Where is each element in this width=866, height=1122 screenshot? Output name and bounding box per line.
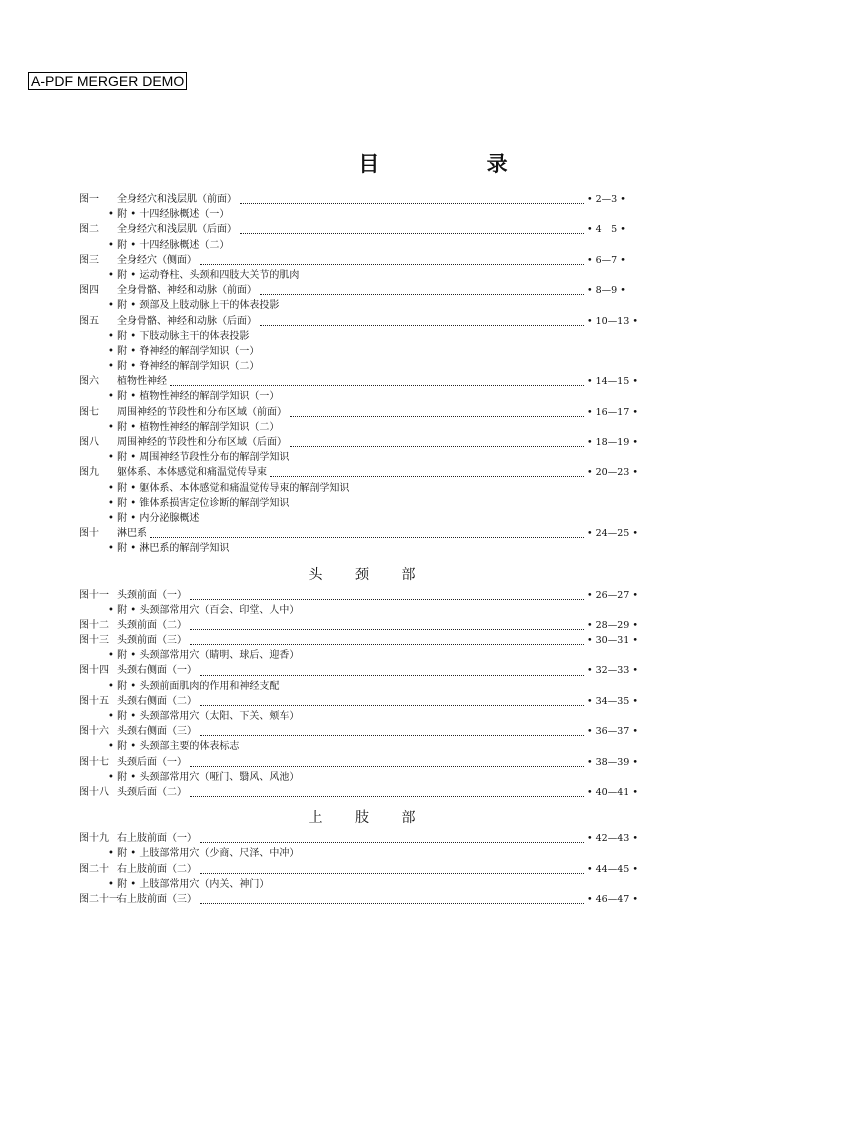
figure-title: 淋巴系 (117, 528, 147, 540)
figure-number: 图八 (79, 437, 99, 448)
figure-number: 图二十 (79, 863, 109, 875)
dot-leader (190, 591, 584, 600)
page-range: • 30—31 • (587, 635, 638, 647)
dot-leader (200, 697, 584, 706)
toc-entry[interactable] (79, 435, 645, 450)
toc-appendix-item: • 附 • 上肢部常用穴（内关、神门） (108, 878, 270, 890)
page-range: • 8—9 • (587, 285, 626, 297)
toc-entry[interactable] (79, 633, 645, 648)
toc-entry[interactable] (79, 526, 645, 541)
watermark-label: A-PDF MERGER DEMO (28, 72, 187, 90)
toc-appendix-item: • 附 • 颈部及上肢动脉上干的体表投影 (108, 300, 280, 312)
toc-entry[interactable] (79, 222, 645, 237)
toc-entry[interactable] (79, 724, 645, 739)
toc-appendix-item: • 附 • 周围神经节段性分布的解剖学知识 (108, 452, 290, 464)
page-range: • 28—29 • (587, 619, 638, 631)
page-range: • 6—7 • (587, 254, 626, 266)
figure-number: 图六 (79, 376, 99, 388)
figure-number: 图十 (79, 528, 99, 540)
table-of-contents (79, 192, 645, 907)
page-range: • 4 5 • (587, 224, 626, 236)
toc-entry[interactable] (79, 663, 645, 678)
toc-entry[interactable] (79, 785, 645, 800)
section-heading: 头 颈 部 (308, 566, 430, 583)
toc-entry[interactable] (79, 253, 645, 268)
figure-title: 头颈后面（二） (117, 786, 187, 798)
toc-appendix-item: • 附 • 锥体系损害定位诊断的解剖学知识 (108, 497, 290, 509)
page-range: • 40—41 • (587, 786, 638, 798)
page-title: 目 录 (358, 151, 558, 176)
toc-entry[interactable] (79, 618, 645, 633)
toc-appendix-item: • 附 • 上肢部常用穴（少商、尺泽、中冲） (108, 848, 300, 860)
dot-leader (260, 317, 584, 326)
page-range: • 16—17 • (587, 406, 638, 418)
figure-number: 图十八 (79, 786, 109, 798)
figure-title: 周围神经的节段性和分布区域（后面） (117, 437, 287, 448)
figure-number: 图三 (79, 254, 99, 266)
dot-leader (190, 758, 584, 767)
figure-title: 全身骨骼、神经和动脉（后面） (117, 315, 257, 327)
figure-title: 头颈右侧面（二） (117, 695, 197, 707)
toc-appendix-item: • 附 • 头颈部常用穴（百会、印堂、人中） (108, 604, 300, 616)
toc-appendix-item: • 附 • 头颈部常用穴（睛明、球后、迎香） (108, 650, 300, 662)
toc-entry[interactable] (79, 405, 645, 420)
toc-appendix-item: • 附 • 植物性神经的解剖学知识（二） (108, 421, 280, 433)
toc-appendix-item: • 附 • 十四经脉概述（二） (108, 239, 230, 251)
figure-title: 周围神经的节段性和分布区域（前面） (117, 406, 287, 418)
page-range: • 42—43 • (587, 833, 638, 845)
dot-leader (240, 195, 584, 204)
figure-number: 图四 (79, 285, 99, 297)
toc-entry[interactable] (79, 588, 645, 603)
page-range: • 24—25 • (587, 528, 638, 540)
page-range: • 14—15 • (587, 376, 638, 388)
toc-entry[interactable] (79, 465, 645, 480)
dot-leader (190, 788, 584, 797)
toc-entry[interactable] (79, 755, 645, 770)
page-range: • 32—33 • (587, 665, 638, 677)
figure-number: 图十一 (79, 589, 109, 601)
page-range: • 44—45 • (587, 863, 638, 875)
toc-appendix-item: • 附 • 头颈部常用穴（太阳、下关、颊车） (108, 711, 300, 722)
figure-number: 图十九 (79, 833, 109, 845)
figure-title: 头颈前面（三） (117, 635, 187, 647)
dot-leader (240, 225, 584, 234)
figure-number: 图十五 (79, 695, 109, 707)
dot-leader (190, 621, 584, 630)
page-range: • 38—39 • (587, 756, 638, 768)
figure-title: 头颈后面（一） (117, 756, 187, 768)
dot-leader (200, 865, 584, 874)
page-range: • 34—35 • (587, 695, 638, 707)
figure-title: 头颈前面（二） (117, 619, 187, 631)
toc-appendix-item: • 附 • 十四经脉概述（一） (108, 209, 230, 221)
toc-entry[interactable] (79, 892, 645, 907)
figure-title: 躯体系、本体感觉和痛温觉传导束 (117, 467, 267, 479)
figure-number: 图二 (79, 224, 99, 236)
toc-entry[interactable] (79, 314, 645, 329)
figure-number: 图十六 (79, 726, 109, 738)
dot-leader (150, 529, 584, 538)
dot-leader (200, 256, 584, 265)
dot-leader (190, 636, 584, 645)
figure-title: 全身经穴和浅层肌（前面） (117, 194, 237, 205)
toc-appendix-item: • 附 • 脊神经的解剖学知识（二） (108, 361, 260, 373)
page-range: • 20—23 • (587, 467, 638, 479)
figure-number: 图九 (79, 467, 99, 479)
figure-title: 全身经穴和浅层肌（后面） (117, 224, 237, 236)
figure-number: 图五 (79, 315, 99, 327)
dot-leader (200, 727, 584, 736)
toc-appendix-item: • 附 • 躯体系、本体感觉和痛温觉传导束的解剖学知识 (108, 482, 350, 494)
figure-number: 图七 (79, 406, 99, 418)
dot-leader (270, 468, 584, 477)
toc-entry[interactable] (79, 831, 645, 846)
figure-number: 图十三 (79, 635, 109, 647)
figure-title: 头颈前面（一） (117, 589, 187, 601)
figure-title: 全身经穴（侧面） (117, 254, 197, 266)
figure-title: 植物性神经 (117, 376, 167, 388)
dot-leader (200, 667, 584, 676)
figure-title: 头颈右侧面（三） (117, 726, 197, 738)
page-range: • 46—47 • (587, 893, 638, 905)
toc-entry[interactable] (79, 283, 645, 298)
figure-title: 右上肢前面（二） (117, 863, 197, 875)
toc-appendix-item: • 附 • 内分泌腺概述 (108, 512, 200, 524)
dot-leader (290, 438, 584, 447)
figure-number: 图二十一 (79, 893, 119, 905)
figure-number: 图十二 (79, 619, 109, 631)
page-range: • 10—13 • (587, 315, 638, 327)
figure-title: 头颈右侧面（一） (117, 665, 197, 677)
toc-appendix-item: • 附 • 运动脊柱、头颈和四肢大关节的肌肉 (108, 269, 300, 281)
page-range: • 36—37 • (587, 726, 638, 738)
page-range: • 18—19 • (587, 437, 638, 448)
section-heading: 上 肢 部 (308, 810, 430, 827)
toc-appendix-item: • 附 • 头颈部主要的体表标志 (108, 741, 240, 753)
dot-leader (200, 895, 584, 904)
toc-appendix-item: • 附 • 淋巴系的解剖学知识 (108, 543, 230, 555)
dot-leader (170, 377, 584, 386)
toc-appendix-item: • 附 • 植物性神经的解剖学知识（一） (108, 391, 280, 403)
toc-appendix-item: • 附 • 头颈部常用穴（哑门、翳风、风池） (108, 771, 300, 783)
toc-entry[interactable] (79, 192, 645, 207)
figure-title: 全身骨骼、神经和动脉（前面） (117, 285, 257, 297)
toc-appendix-item: • 附 • 头颈前面肌肉的作用和神经支配 (108, 680, 280, 692)
dot-leader (290, 408, 584, 417)
figure-number: 图一 (79, 194, 99, 205)
toc-entry[interactable] (79, 862, 645, 877)
dot-leader (200, 834, 584, 843)
toc-entry[interactable] (79, 374, 645, 389)
toc-appendix-item: • 附 • 脊神经的解剖学知识（一） (108, 345, 260, 357)
dot-leader (260, 286, 584, 295)
toc-appendix-item: • 附 • 下肢动脉主干的体表投影 (108, 330, 250, 342)
page-range: • 26—27 • (587, 589, 638, 601)
figure-title: 右上肢前面（三） (117, 893, 197, 905)
toc-entry[interactable] (79, 694, 645, 709)
figure-number: 图十四 (79, 665, 109, 677)
page-range: • 2—3 • (587, 194, 626, 205)
figure-number: 图十七 (79, 756, 109, 768)
figure-title: 右上肢前面（一） (117, 833, 197, 845)
